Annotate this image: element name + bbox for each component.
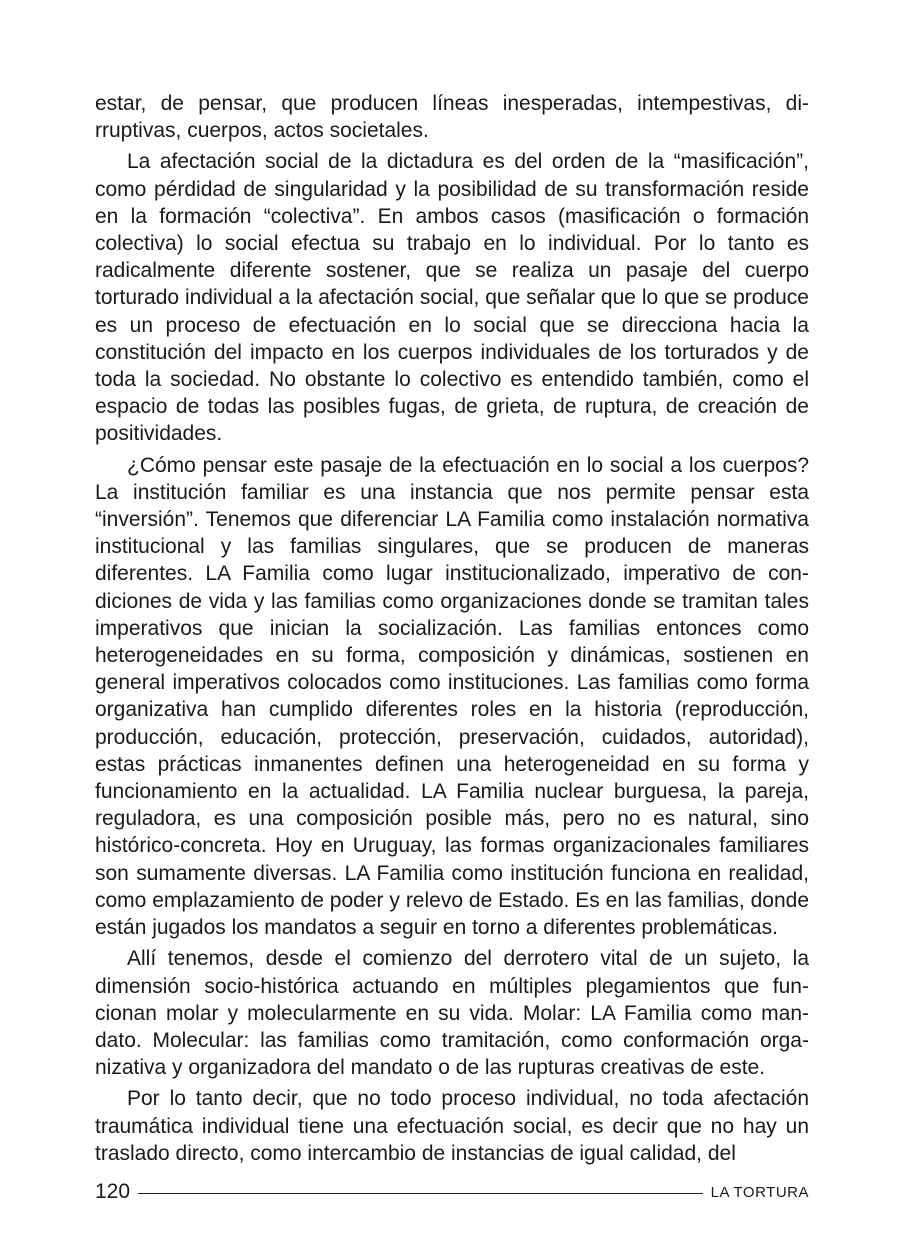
- paragraph-3: ¿Cómo pensar este pasaje de la efectuación en lo social a los cuerpos? La institución familiar es una instancia que nos permite pensar esta “inversión”. Tenemos que diferenciar LA Familia como instalación normativa institucional y las familias singulares, que se producen de maneras diferentes. LA Familia como lugar institucionalizado, imperativo de condiciones de vida y las familias como organizaciones donde se tramitan tales imperativos que inician la socialización. Las familias entonces como heterogeneidades en su forma, composición y dinámicas, sostienen en general imperativos colocados como instituciones. Las familias como forma organizativa han cumplido diferentes roles en la historia (reproducción, producción, educación, protección, preservación, cuidados, autoridad), estas prácticas inmanentes definen una heterogeneidad en su forma y funcionamiento en la actualidad. LA Familia nuclear burguesa, la pareja, reguladora, es una composición posible más, pero no es natural, sino histórico-concreta. Hoy en Uruguay, las formas organizacionales familiares son sumamente diversas. LA Familia como institución funciona en realidad, como emplazamiento de poder y relevo de Estado. Es en las familias, donde están jugados los mandatos a seguir en torno a diferentes problemáticas.: [95, 453, 809, 940]
- running-head: LA TORTURA: [710, 1183, 809, 1201]
- paragraph-1: estar, de pensar, que producen líneas inesperadas, intempestivas, dirruptivas, cuerpos, actos societales.: [95, 92, 809, 143]
- footer-rule: [138, 1193, 703, 1194]
- paragraph-4: Allí tenemos, desde el comienzo del derrotero vital de un sujeto, la dimensión socio-histórica actuando en múltiples plegamientos que funcionan molar y molecularmente en su vida. Molar: LA Familia como mandato. Molecular: las familias como tramitación, como conformación organizativa y organizadora del mandato o de las rupturas creativas de este.: [95, 947, 809, 1080]
- page-body: [95, 90, 809, 1171]
- paragraph-2: La afectación social de la dictadura es del orden de la “masificación”, como pérdidad de singularidad y la posibilidad de su transformación reside en la formación “colectiva”. En ambos casos (masificación o formación colectiva) lo social efectua su trabajo en lo individual. Por lo tanto es radicalmente diferente sostener, que se realiza un pasaje del cuerpo torturado individual a la afectación social, que señalar que lo que se produce es un proceso de efectuación en lo social que se direcciona hacia la constitución del impacto en los cuerpos individuales de los torturados y de toda la sociedad. No obstante lo colectivo es entendido también, como el espacio de todas las posibles fugas, de grieta, de ruptura, de creación de positividades.: [95, 150, 809, 446]
- page-number: 120: [95, 1180, 131, 1203]
- paragraph-5: Por lo tanto decir, que no todo proceso individual, no toda afectación traumática individual tiene una efectuación social, es decir que no hay un traslado directo, como intercambio de instancias de igual calidad, del: [95, 1087, 809, 1165]
- page-footer: [95, 1180, 809, 1204]
